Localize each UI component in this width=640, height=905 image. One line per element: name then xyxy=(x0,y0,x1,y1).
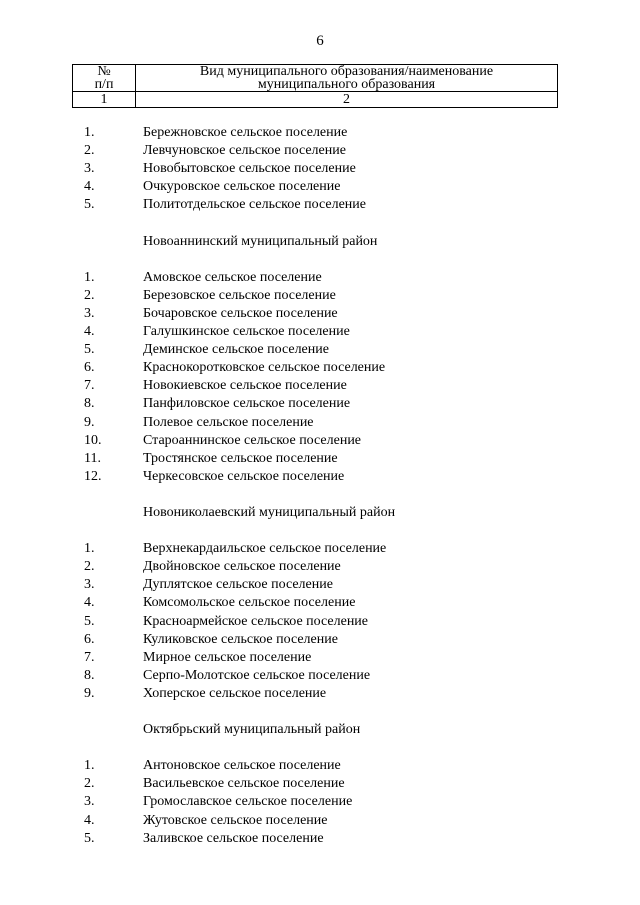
list-header-table xyxy=(72,64,558,108)
item-number: 8. xyxy=(84,667,95,683)
header-row xyxy=(73,65,558,92)
list-item xyxy=(0,196,640,214)
item-number: 3. xyxy=(84,577,95,593)
district-heading xyxy=(0,504,640,522)
item-number: 7. xyxy=(84,649,95,665)
item-number: 4. xyxy=(84,812,95,828)
item-number: 5. xyxy=(84,613,95,629)
item-number: 4. xyxy=(84,179,95,195)
item-number: 5. xyxy=(84,830,95,846)
list-item xyxy=(0,649,640,667)
item-name: Мирное сельское поселение xyxy=(143,649,312,665)
header-index-row xyxy=(73,92,558,108)
item-number: 7. xyxy=(84,378,95,394)
item-number: 2. xyxy=(84,143,95,159)
item-number: 6. xyxy=(84,360,95,376)
item-number: 5. xyxy=(84,342,95,358)
district-heading xyxy=(0,233,640,251)
list-item xyxy=(0,142,640,160)
item-number: 1. xyxy=(84,269,95,285)
item-number: 6. xyxy=(84,631,95,647)
list-item xyxy=(0,178,640,196)
list-item xyxy=(0,450,640,468)
list-item xyxy=(0,576,640,594)
item-name: Бочаровское сельское поселение xyxy=(143,305,338,321)
item-name: Антоновское сельское поселение xyxy=(143,758,341,774)
item-name: Галушкинское сельское поселение xyxy=(143,324,350,340)
item-name: Амовское сельское поселение xyxy=(143,269,322,285)
item-name: Двойновское сельское поселение xyxy=(143,559,341,575)
item-name: Хоперское сельское поселение xyxy=(143,685,327,701)
item-name: Левчуновское сельское поселение xyxy=(143,143,346,159)
item-name: Новобытовское сельское поселение xyxy=(143,161,356,177)
item-name: Васильевское сельское поселение xyxy=(143,776,345,792)
district-title: Октябрьский муниципальный район xyxy=(143,722,361,738)
item-number: 12. xyxy=(84,468,102,484)
list-item xyxy=(0,631,640,649)
item-number: 9. xyxy=(84,414,95,430)
list-item xyxy=(0,830,640,848)
item-number: 3. xyxy=(84,794,95,810)
header-name-line2: муниципального образования xyxy=(257,77,436,92)
item-name: Панфиловское сельское поселение xyxy=(143,396,351,412)
item-name: Дуплятское сельское поселение xyxy=(143,577,333,593)
list-item xyxy=(0,124,640,142)
header-number-abbrev: п/п xyxy=(94,77,114,92)
item-number: 2. xyxy=(84,287,95,303)
spacer xyxy=(0,486,640,504)
item-number: 1. xyxy=(84,758,95,774)
district-title: Новониколаевский муниципальный район xyxy=(143,504,396,520)
item-name: Политотдельское сельское поселение xyxy=(143,197,366,213)
item-number: 8. xyxy=(84,396,95,412)
list-item xyxy=(0,359,640,377)
list-item xyxy=(0,613,640,631)
list-item xyxy=(0,160,640,178)
district-title: Новоаннинский муниципальный район xyxy=(143,233,378,249)
item-name: Верхнекардаильское сельское поселение xyxy=(143,541,387,557)
item-name: Бережновское сельское поселение xyxy=(143,125,348,140)
list-item xyxy=(0,341,640,359)
list-item xyxy=(0,775,640,793)
header-number-cell xyxy=(73,65,136,92)
list-item xyxy=(0,757,640,775)
item-number: 4. xyxy=(84,595,95,611)
item-name: Деминское сельское поселение xyxy=(143,342,329,358)
item-name: Жутовское сельское поселение xyxy=(143,812,328,828)
item-number: 5. xyxy=(84,197,95,213)
list-item xyxy=(0,468,640,486)
item-name: Полевое сельское поселение xyxy=(143,414,314,430)
list-item xyxy=(0,667,640,685)
item-name: Серпо-Молотское сельское поселение xyxy=(143,667,371,683)
item-name: Тростянское сельское поселение xyxy=(143,450,338,466)
spacer xyxy=(0,739,640,757)
item-number: 1. xyxy=(84,541,95,557)
item-number: 2. xyxy=(84,776,95,792)
header-index-2: 2 xyxy=(136,92,558,108)
item-number: 2. xyxy=(84,559,95,575)
list-item xyxy=(0,558,640,576)
list-item xyxy=(0,793,640,811)
header-number-symbol: № xyxy=(97,64,111,79)
list-item xyxy=(0,414,640,432)
item-name: Комсомольское сельское поселение xyxy=(143,595,356,611)
list-item xyxy=(0,377,640,395)
list-item xyxy=(0,287,640,305)
item-name: Черкесовское сельское поселение xyxy=(143,468,345,484)
spacer xyxy=(0,522,640,540)
page-number: 6 xyxy=(316,33,324,49)
item-number: 11. xyxy=(84,450,101,466)
list-item xyxy=(0,812,640,830)
header-name-line1: Вид муниципального образования/наименование xyxy=(199,64,494,79)
item-number: 1. xyxy=(84,125,95,140)
list-item xyxy=(0,432,640,450)
item-name: Березовское сельское поселение xyxy=(143,287,336,303)
list-item xyxy=(0,323,640,341)
item-number: 4. xyxy=(84,324,95,340)
item-name: Новокиевское сельское поселение xyxy=(143,378,347,394)
list-item xyxy=(0,685,640,703)
item-name: Заливское сельское поселение xyxy=(143,830,324,846)
item-name: Краснокоротковское сельское поселение xyxy=(143,360,386,376)
item-number: 3. xyxy=(84,161,95,177)
header-name-cell xyxy=(136,65,558,92)
spacer xyxy=(0,251,640,269)
item-name: Красноармейское сельское поселение xyxy=(143,613,369,629)
item-name: Громославское сельское поселение xyxy=(143,794,353,810)
district-heading xyxy=(0,721,640,739)
item-number: 10. xyxy=(84,432,102,448)
settlement-list xyxy=(0,124,640,848)
item-number: 9. xyxy=(84,685,95,701)
list-item xyxy=(0,269,640,287)
list-item xyxy=(0,305,640,323)
list-item xyxy=(0,540,640,558)
spacer xyxy=(0,703,640,721)
item-name: Староаннинское сельское поселение xyxy=(143,432,362,448)
item-number: 3. xyxy=(84,305,95,321)
spacer xyxy=(0,214,640,232)
list-item xyxy=(0,395,640,413)
item-name: Очкуровское сельское поселение xyxy=(143,179,341,195)
header-index-1: 1 xyxy=(73,92,136,108)
list-item xyxy=(0,594,640,612)
item-name: Куликовское сельское поселение xyxy=(143,631,338,647)
